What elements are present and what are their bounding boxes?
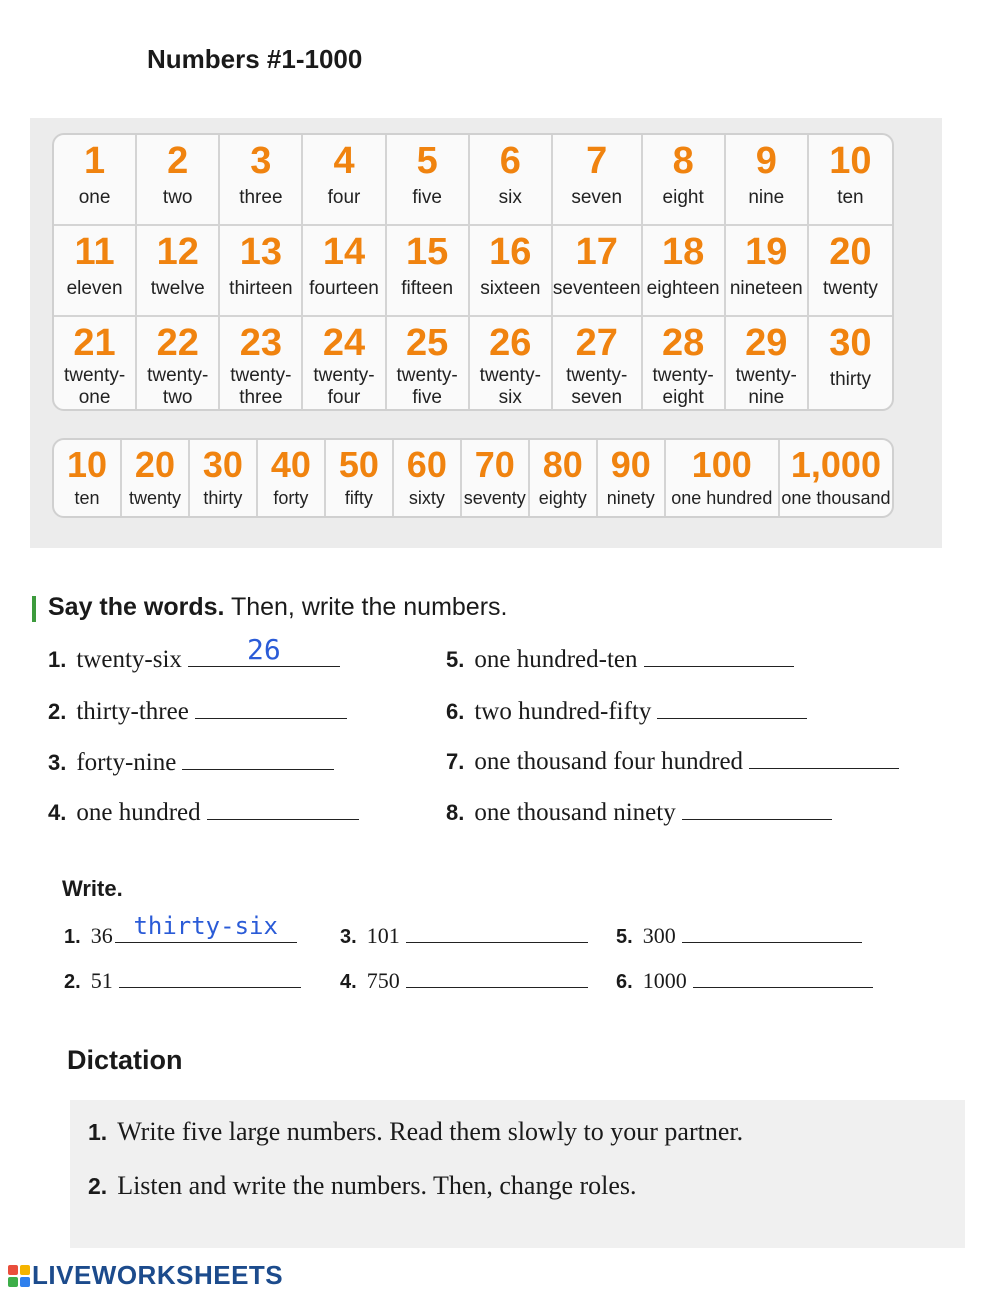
number-digit: 6 (499, 140, 521, 182)
number-word: twenty- (63, 365, 126, 386)
item-number: 3. (48, 750, 67, 775)
number-digit: 29 (745, 322, 788, 364)
item-text: two hundred-fifty (474, 698, 652, 725)
answer-value: thirty-six (133, 912, 278, 940)
number-cell (387, 317, 470, 409)
item-number: 5. (616, 926, 633, 948)
number-word: eighteen (646, 278, 720, 299)
number-word: twenty- (230, 365, 292, 386)
item-text: twenty-six (76, 646, 182, 673)
write-item-2 (64, 968, 301, 994)
number-digit: 70 (474, 444, 515, 485)
item-number: 3. (340, 926, 357, 948)
number-digit: 10 (829, 140, 872, 182)
number-word: eight (662, 187, 704, 208)
number-digit: 30 (829, 322, 872, 364)
item-text: thirty-three (76, 698, 189, 725)
number-word: one (78, 187, 111, 208)
write-item-5 (616, 923, 862, 949)
number-digit: 2 (167, 140, 189, 182)
item-text: 51 (90, 968, 113, 993)
answer-field[interactable] (188, 633, 340, 667)
tens-cell (190, 440, 258, 516)
tens-cell (54, 440, 122, 516)
say-item-4 (48, 798, 359, 827)
number-digit: 60 (406, 444, 447, 485)
number-cell (470, 226, 553, 317)
number-word: twenty- (479, 365, 541, 386)
number-word: nineteen (729, 278, 803, 299)
number-digit: 40 (270, 444, 311, 485)
dictation-heading: Dictation (67, 1045, 183, 1075)
numbers-1-30-grid (52, 133, 894, 411)
number-digit: 14 (322, 231, 366, 273)
number-chart (30, 118, 942, 548)
dictation-item-1 (88, 1117, 743, 1147)
number-cell (137, 317, 220, 409)
answer-field[interactable] (693, 968, 873, 988)
number-digit: 16 (489, 231, 532, 273)
answer-value: 26 (247, 633, 281, 666)
number-digit: 9 (755, 140, 777, 182)
write-item-4 (340, 968, 588, 994)
item-number: 8. (446, 800, 465, 825)
number-cell (809, 317, 892, 409)
number-word-line2: nine (748, 387, 785, 408)
item-text: one thousand ninety (474, 799, 676, 826)
number-word: twenty- (566, 365, 628, 386)
number-word: thirty (829, 369, 872, 390)
number-digit: 3 (250, 140, 272, 182)
number-digit: 15 (406, 231, 449, 273)
number-cell (303, 317, 386, 409)
tens-cell (122, 440, 190, 516)
item-number: 2. (64, 971, 81, 993)
answer-field[interactable] (644, 645, 794, 667)
item-text: 750 (366, 968, 400, 993)
item-text: 1000 (642, 968, 687, 993)
answer-field[interactable] (406, 923, 588, 943)
number-cell (553, 135, 643, 226)
item-number: 6. (616, 971, 633, 993)
answer-field[interactable] (195, 697, 347, 719)
number-digit: 1,000 (790, 444, 881, 485)
logo-square-blue (20, 1277, 30, 1287)
number-word: forty (273, 488, 309, 508)
tens-cell (394, 440, 462, 516)
number-word: sixty (408, 488, 445, 508)
liveworksheets-brand[interactable] (8, 1260, 283, 1291)
number-word: twenty- (652, 365, 714, 386)
item-number: 1. (88, 1119, 108, 1145)
item-number: 6. (446, 699, 465, 724)
logo-square-green (8, 1277, 18, 1287)
say-heading-bold: Say the words. (48, 593, 225, 621)
number-digit: 10 (66, 444, 107, 485)
number-word: ten (837, 187, 864, 208)
write-item-3 (340, 923, 588, 949)
number-cell (54, 317, 137, 409)
number-digit: 50 (338, 444, 379, 485)
number-cell (54, 135, 137, 226)
number-digit: 1 (84, 140, 106, 182)
number-digit: 80 (542, 444, 583, 485)
number-word-line2: four (327, 387, 361, 408)
number-cell (54, 226, 137, 317)
number-word: twenty- (396, 365, 458, 386)
number-cell (387, 226, 470, 317)
number-cell (470, 317, 553, 409)
number-word: fifty (344, 488, 373, 508)
number-digit: 13 (239, 231, 282, 273)
number-word: twenty (822, 278, 878, 299)
number-digit: 100 (691, 444, 752, 485)
number-word: six (498, 187, 522, 208)
number-digit: 27 (575, 322, 618, 364)
write-item-6 (616, 968, 873, 994)
item-text: forty-nine (76, 749, 177, 776)
item-number: 7. (446, 749, 465, 774)
page-title: Numbers #1-1000 (147, 44, 363, 74)
number-word: ten (74, 488, 100, 508)
number-cell (220, 226, 303, 317)
number-word: twenty (128, 488, 181, 508)
answer-field[interactable] (657, 697, 807, 719)
number-word-line2: eight (662, 387, 704, 408)
number-word: seventy (463, 488, 526, 508)
answer-field[interactable] (207, 798, 359, 820)
number-cell (726, 135, 809, 226)
answer-field[interactable] (119, 968, 301, 988)
item-number: 4. (340, 971, 357, 993)
item-text: 101 (366, 923, 400, 948)
number-cell (470, 135, 553, 226)
tens-cell (462, 440, 530, 516)
logo-square-red (8, 1265, 18, 1275)
number-cell (387, 135, 470, 226)
number-word: twelve (150, 278, 205, 299)
say-item-2 (48, 697, 347, 726)
tens-cell (530, 440, 598, 516)
number-word: fifteen (401, 278, 454, 299)
answer-field[interactable] (115, 912, 297, 943)
item-number: 2. (88, 1173, 108, 1199)
number-cell (137, 135, 220, 226)
say-item-6 (446, 697, 807, 726)
number-word: eighty (538, 488, 587, 508)
number-digit: 23 (239, 322, 282, 364)
number-word: two (162, 187, 193, 208)
item-number: 4. (48, 800, 67, 825)
number-digit: 24 (322, 322, 366, 364)
say-item-5 (446, 645, 794, 674)
say-words-heading (48, 593, 507, 622)
number-digit: 17 (575, 231, 618, 273)
number-cell (809, 226, 892, 317)
item-number: 2. (48, 699, 67, 724)
tens-cell (780, 440, 892, 516)
liveworksheets-logo-icon (8, 1265, 30, 1287)
number-digit: 21 (73, 322, 116, 364)
number-cell (643, 317, 726, 409)
number-cell (303, 135, 386, 226)
number-cell (137, 226, 220, 317)
item-text: Listen and write the numbers. Then, change roles. (117, 1171, 637, 1200)
number-digit: 26 (489, 322, 532, 364)
number-digit: 28 (661, 322, 705, 364)
number-word-line2: seven (571, 387, 623, 408)
section-accent-bar (32, 596, 36, 622)
item-text: 300 (642, 923, 676, 948)
number-cell (220, 135, 303, 226)
number-word-line2: six (498, 387, 522, 408)
number-word: five (412, 187, 442, 208)
item-text: 36 (90, 923, 113, 948)
number-cell (553, 317, 643, 409)
number-digit: 20 (829, 231, 872, 273)
item-text: Write five large numbers. Read them slowly to your partner. (117, 1117, 744, 1146)
number-digit: 25 (406, 322, 449, 364)
number-digit: 8 (672, 140, 694, 182)
tens-cell (666, 440, 780, 516)
number-word: thirty (203, 488, 243, 508)
number-word: fourteen (309, 278, 379, 299)
number-word-line2: three (239, 387, 283, 408)
number-digit: 90 (610, 444, 651, 485)
number-cell (220, 317, 303, 409)
number-word: twenty- (313, 365, 375, 386)
number-word: seventeen (552, 278, 641, 299)
number-word: nine (748, 187, 785, 208)
say-item-7 (446, 747, 899, 776)
number-word: four (327, 187, 361, 208)
say-item-8 (446, 798, 832, 827)
number-digit: 4 (333, 140, 355, 182)
tens-cell (598, 440, 666, 516)
number-word-line2: one (78, 387, 111, 408)
number-cell (726, 317, 809, 409)
item-number: 1. (64, 926, 81, 948)
item-text: one hundred-ten (474, 646, 638, 673)
number-digit: 18 (661, 231, 705, 273)
tens-cell (326, 440, 394, 516)
number-word: seven (571, 187, 623, 208)
say-item-3 (48, 748, 334, 777)
answer-field[interactable] (406, 968, 588, 988)
item-text: one thousand four hundred (474, 748, 744, 775)
number-word: one thousand (781, 488, 891, 508)
number-digit: 19 (745, 231, 788, 273)
number-digit: 12 (156, 231, 199, 273)
number-digit: 11 (74, 231, 115, 273)
tens-row (52, 438, 894, 518)
number-word-line2: five (412, 387, 442, 408)
number-cell (303, 226, 386, 317)
number-word: twenty- (735, 365, 797, 386)
number-word: twenty- (147, 365, 209, 386)
tens-cell (258, 440, 326, 516)
answer-field[interactable] (682, 798, 832, 820)
number-word: thirteen (229, 278, 293, 299)
write-heading: Write. (62, 876, 123, 901)
item-text: one hundred (76, 799, 201, 826)
number-digit: 22 (156, 322, 199, 364)
answer-field[interactable] (749, 747, 899, 769)
number-cell (643, 135, 726, 226)
say-item-1 (48, 633, 340, 674)
item-number: 5. (446, 647, 465, 672)
dictation-item-2 (88, 1171, 637, 1201)
number-word-line2: two (162, 387, 193, 408)
say-heading-rest: Then, write the numbers. (230, 593, 508, 621)
logo-square-yellow (20, 1265, 30, 1275)
number-cell (809, 135, 892, 226)
write-item-1 (64, 912, 297, 949)
brand-name: LIVEWORKSHEETS (32, 1260, 284, 1290)
answer-field[interactable] (182, 748, 334, 770)
number-word: ninety (606, 488, 655, 508)
number-word: one hundred (671, 488, 773, 508)
number-word: three (239, 187, 283, 208)
number-digit: 5 (416, 140, 438, 182)
answer-field[interactable] (682, 923, 862, 943)
number-cell (553, 226, 643, 317)
number-word: eleven (66, 278, 123, 299)
number-digit: 20 (134, 444, 175, 485)
number-cell (643, 226, 726, 317)
number-cell (726, 226, 809, 317)
number-digit: 7 (586, 140, 608, 182)
number-digit: 30 (202, 444, 243, 485)
item-number: 1. (48, 647, 67, 672)
number-word: sixteen (480, 278, 541, 299)
